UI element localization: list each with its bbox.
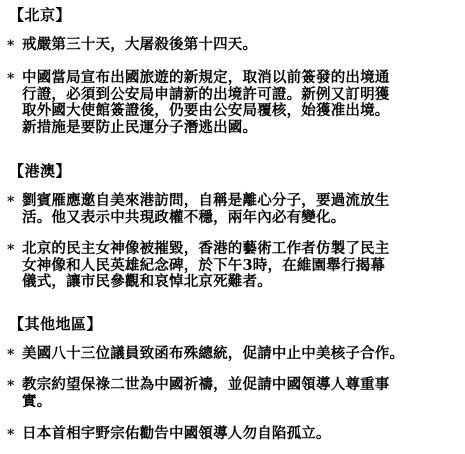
list-item	[7, 241, 459, 291]
list-item	[7, 346, 459, 363]
item-text: 美國八十三位議員致函布殊總統，促請中止中美核子合作。	[22, 345, 405, 362]
list-item	[7, 37, 459, 54]
bullet-icon: *	[7, 242, 15, 258]
section-title-hk-macau: 【港澳】	[9, 162, 72, 180]
bullet-icon: *	[7, 378, 15, 394]
item-text: 日本首相宇野宗佑勸告中國領導人勿自陷孤立。	[22, 425, 331, 442]
bullet-icon: *	[7, 427, 15, 443]
section-title-other-regions: 【其他地區】	[9, 315, 103, 333]
item-text: 中國當局宣布出國旅遊的新規定，取消以前簽發的出境通 行證，必須到公安局申請新的出境許可證。新例又訂明獲 取外國大使館簽證後，仍要由公安局覆核，始獲准出境。 新措施是要防止民運分子潛逃出國。	[22, 69, 390, 136]
bullet-icon: *	[7, 38, 15, 54]
bullet-icon: *	[7, 194, 15, 210]
item-text: 教宗約望保祿二世為中國祈禱，並促請中國領導人尊重事 實。	[22, 376, 390, 410]
bullet-icon: *	[7, 347, 15, 363]
list-item	[7, 193, 459, 226]
section-title-beijing: 【北京】	[9, 6, 72, 24]
list-item	[7, 70, 459, 136]
item-text: 北京的民主女神像被摧毀，香港的藝術工作者仿製了民主 女神像和人民英雄紀念碑，於下午3時，在維園舉行揭幕 儀式，讓市民參觀和哀悼北京死難者。	[22, 240, 390, 290]
bullet-icon: *	[7, 71, 15, 87]
item-text: 劉賓雁應邀自美來港訪問，自稱是離心分子，要過流放生 活。他又表示中共現政權不穩，兩年內必有變化。	[22, 192, 390, 226]
list-item	[7, 377, 459, 410]
item-text: 戒嚴第三十天，大屠殺後第十四天。	[22, 36, 258, 53]
list-item	[7, 426, 459, 443]
